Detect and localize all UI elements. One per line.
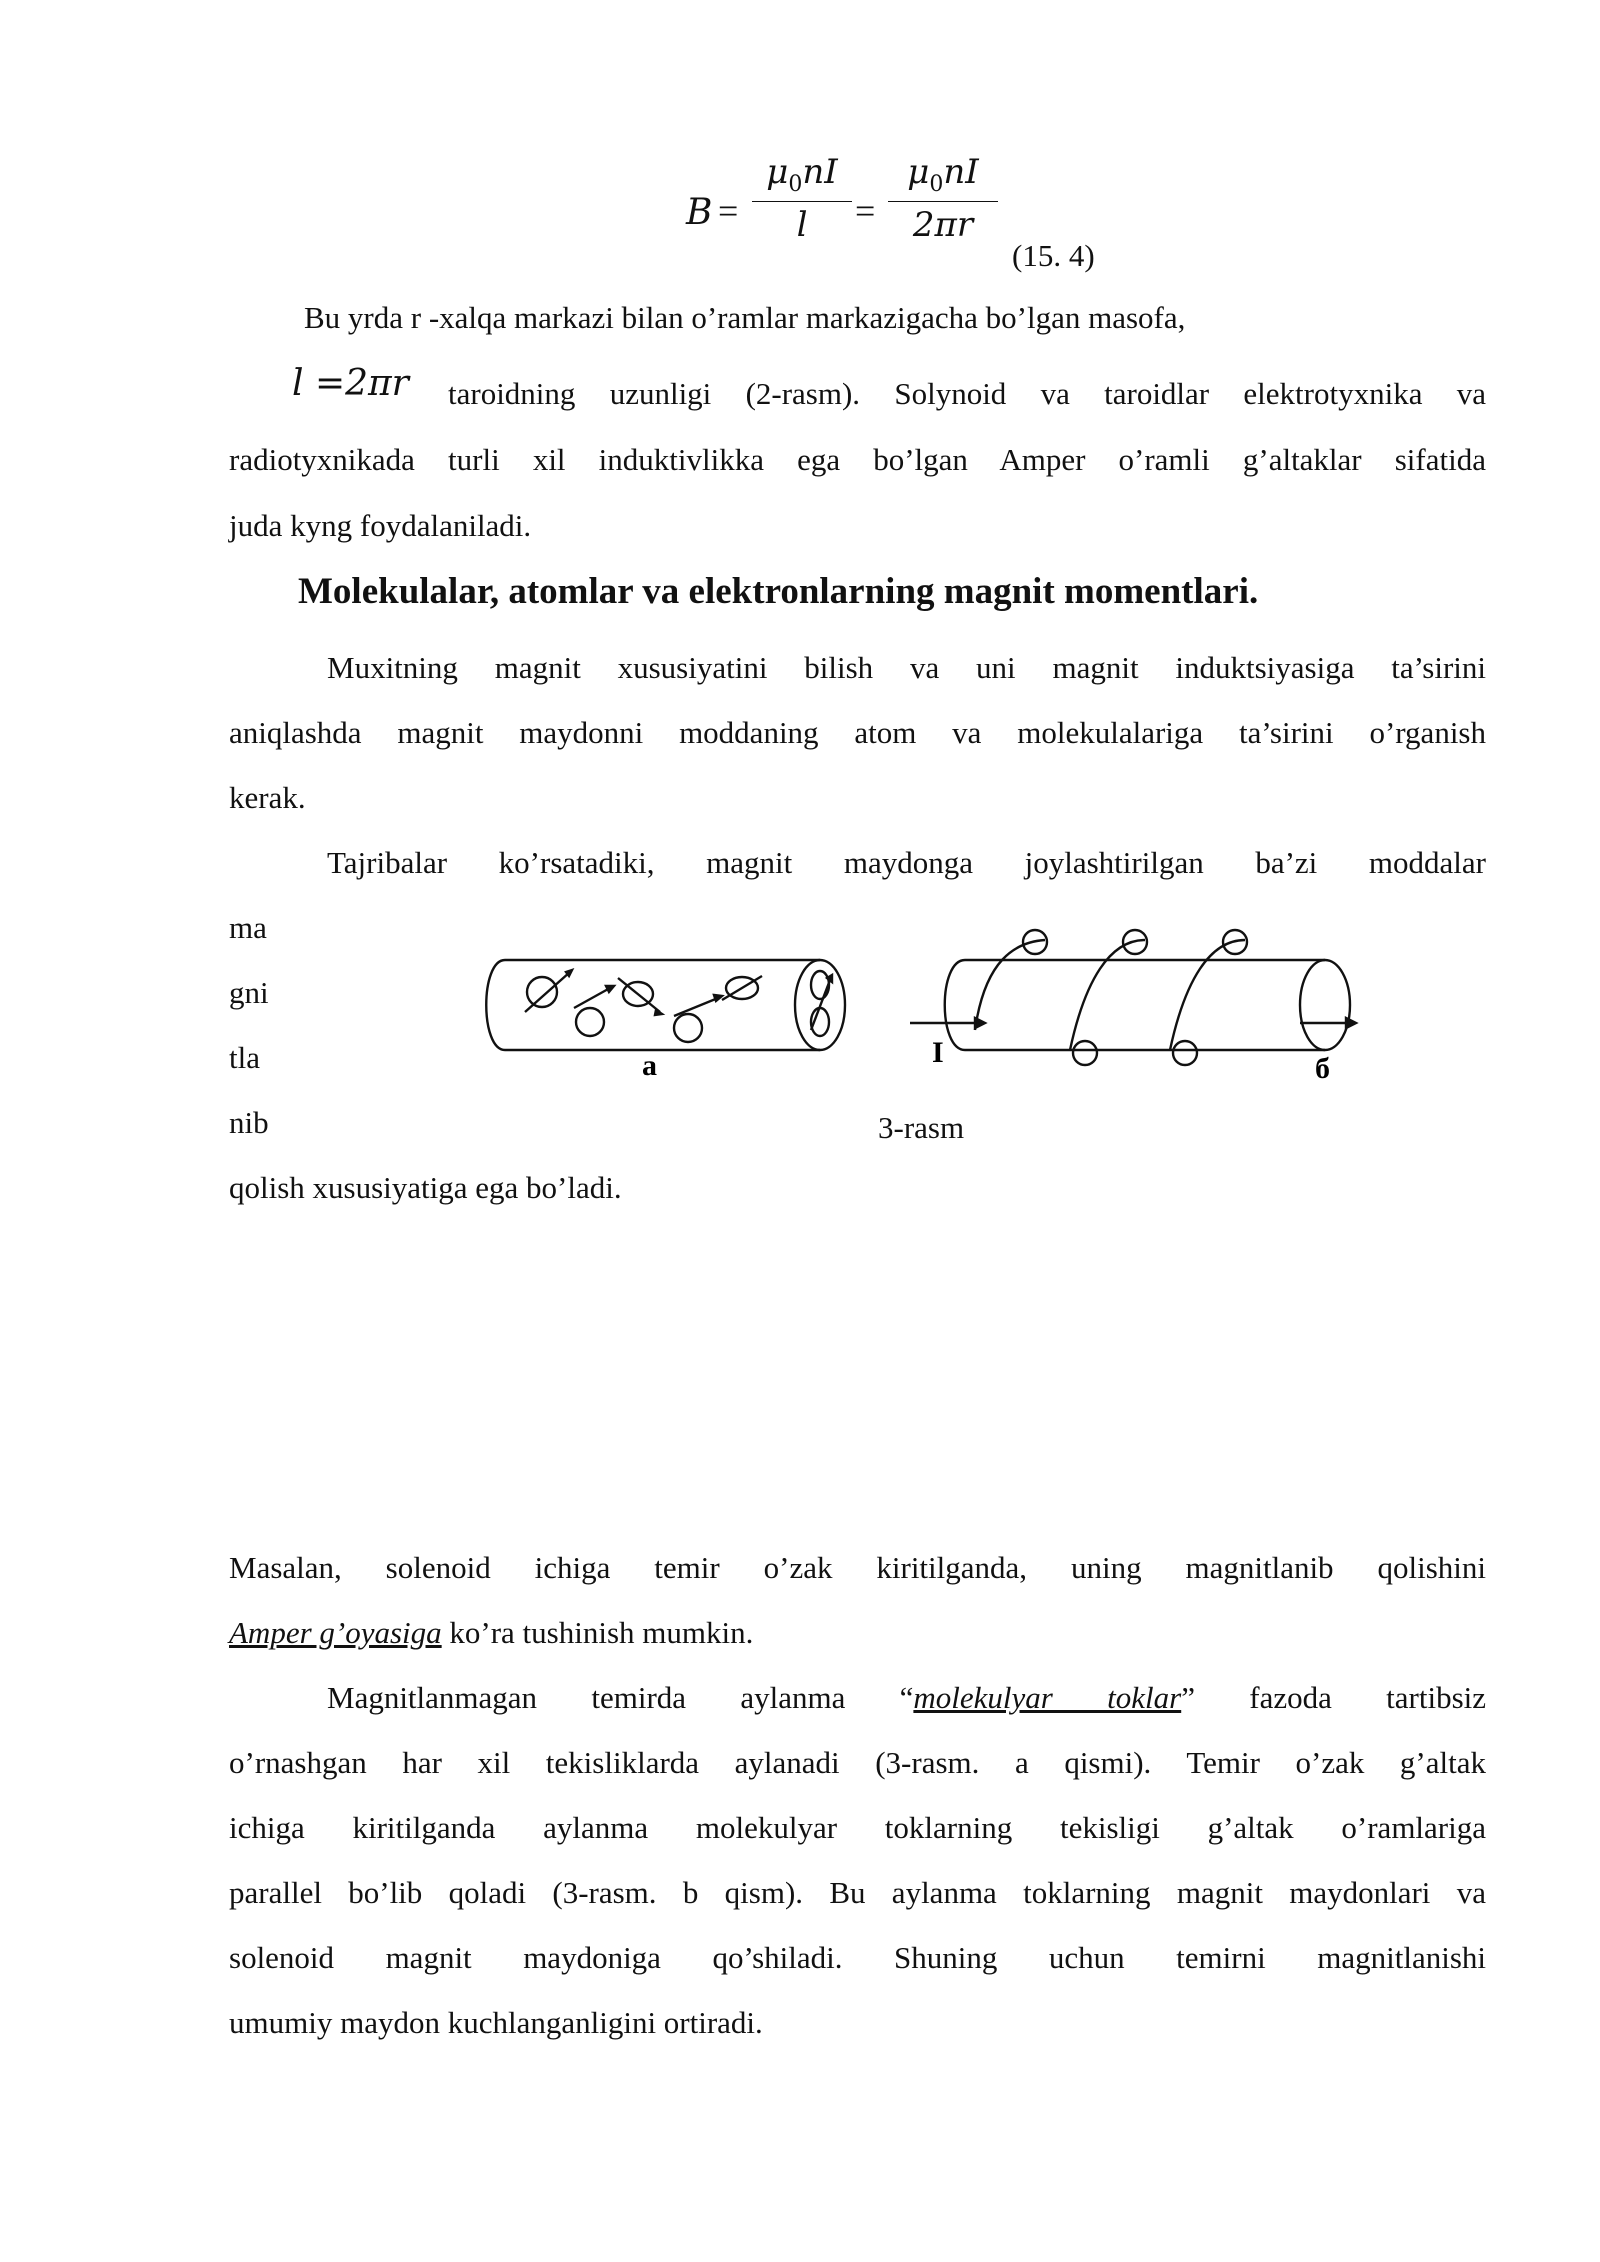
para4-line2-rest: ko’ra tushinish mumkin. bbox=[441, 1615, 754, 1650]
para3-fragment: nib bbox=[229, 1105, 269, 1140]
para1-line2 bbox=[292, 364, 409, 405]
section-heading: Molekulalar, atomlar va elektronlarning magnit momentlari. bbox=[298, 571, 1259, 612]
figure-label-i: I bbox=[932, 1036, 944, 1069]
figure-label-a: a bbox=[642, 1049, 657, 1082]
para5-line6: umumiy maydon kuchlanganligini ortiradi. bbox=[229, 2005, 763, 2040]
para5-line2: o’rnashgan har xil tekisliklarda aylanadi (3-rasm. a qismi). Temir o’zak g’altak bbox=[229, 1745, 1486, 1780]
para5-line4: parallel bo’lib qoladi (3-rasm. b qism). Bu aylanma toklarning magnit maydonlari va bbox=[229, 1875, 1486, 1910]
para5-line1-start: Magnitlanmagan temirda aylanma “ bbox=[327, 1680, 914, 1715]
para5-line1 bbox=[327, 1678, 1486, 1718]
para3-fragment: tla bbox=[229, 1040, 260, 1075]
para3-fragment: ma bbox=[229, 910, 267, 945]
para3-line1: Tajribalar ko’rsatadiki, magnit maydonga joylashtirilgan ba’zi moddalar bbox=[327, 845, 1486, 880]
molecular-currents-link[interactable]: molekulyar toklar bbox=[913, 1680, 1182, 1715]
solenoid-b bbox=[910, 930, 1356, 1065]
mu-symbol: μ bbox=[766, 152, 789, 192]
denominator: l bbox=[796, 205, 808, 245]
amper-link[interactable]: Amper g’oyasiga bbox=[229, 1615, 442, 1650]
subscript-zero: 0 bbox=[788, 172, 803, 197]
para4-line1: Masalan, solenoid ichiga temir o’zak kiritilganda, uning magnitlanib qolishini bbox=[229, 1550, 1486, 1585]
tube-a bbox=[486, 960, 845, 1050]
figure-caption: 3-rasm bbox=[878, 1110, 965, 1145]
numerator-rest: nI bbox=[943, 152, 979, 192]
para2-line3: kerak. bbox=[229, 780, 306, 815]
denominator: 2πr bbox=[912, 205, 974, 245]
para2-line2: aniqlashda magnit maydonni moddaning atom va molekulalariga ta’sirini o’rganish bbox=[229, 715, 1486, 750]
para5-line1-end: ” fazoda tartibsiz bbox=[1181, 1680, 1487, 1715]
formula-number: (15. 4) bbox=[1012, 238, 1095, 273]
para2-line1: Muxitning magnit xususiyatini bilish va uni magnit induktsiyasiga ta’sirini bbox=[327, 650, 1486, 685]
para3-last: qolish xususiyatiga ega bo’ladi. bbox=[229, 1170, 622, 1205]
para5-line5: solenoid magnit maydoniga qo’shiladi. Shuning uchun temirni magnitlanishi bbox=[229, 1940, 1486, 1975]
mu-symbol: μ bbox=[907, 152, 930, 192]
formula-fraction-1 bbox=[752, 150, 852, 248]
formula-fraction-2 bbox=[888, 150, 998, 248]
para4-line2 bbox=[229, 1613, 753, 1653]
para1-line1: Bu yrda r -xalqa markazi bilan o’ramlar markazigacha bo’lgan masofa, bbox=[304, 300, 1186, 335]
figure-3-diagram bbox=[470, 920, 1410, 1100]
para1-line2-text: taroidning uzunligi (2-rasm). Solynoid va taroidlar elektrotyxnika va bbox=[448, 376, 1486, 411]
subscript-zero: 0 bbox=[929, 172, 944, 197]
math-inline: l =2πr bbox=[292, 363, 409, 404]
formula-eq1: = bbox=[718, 191, 739, 231]
para1-line4: juda kyng foydalaniladi. bbox=[229, 508, 532, 543]
formula-eq2: = bbox=[855, 191, 876, 231]
figure-label-b: б bbox=[1315, 1052, 1330, 1085]
formula-lhs: B bbox=[686, 192, 713, 233]
para5-line3: ichiga kiritilganda aylanma molekulyar toklarning tekisligi g’altak o’ramlariga bbox=[229, 1810, 1486, 1845]
numerator-rest: nI bbox=[802, 152, 838, 192]
para3-fragment: gni bbox=[229, 975, 269, 1010]
para1-line3: radiotyxnikada turli xil induktivlikka ega bo’lgan Amper o’ramli g’altaklar sifatida bbox=[229, 442, 1486, 477]
